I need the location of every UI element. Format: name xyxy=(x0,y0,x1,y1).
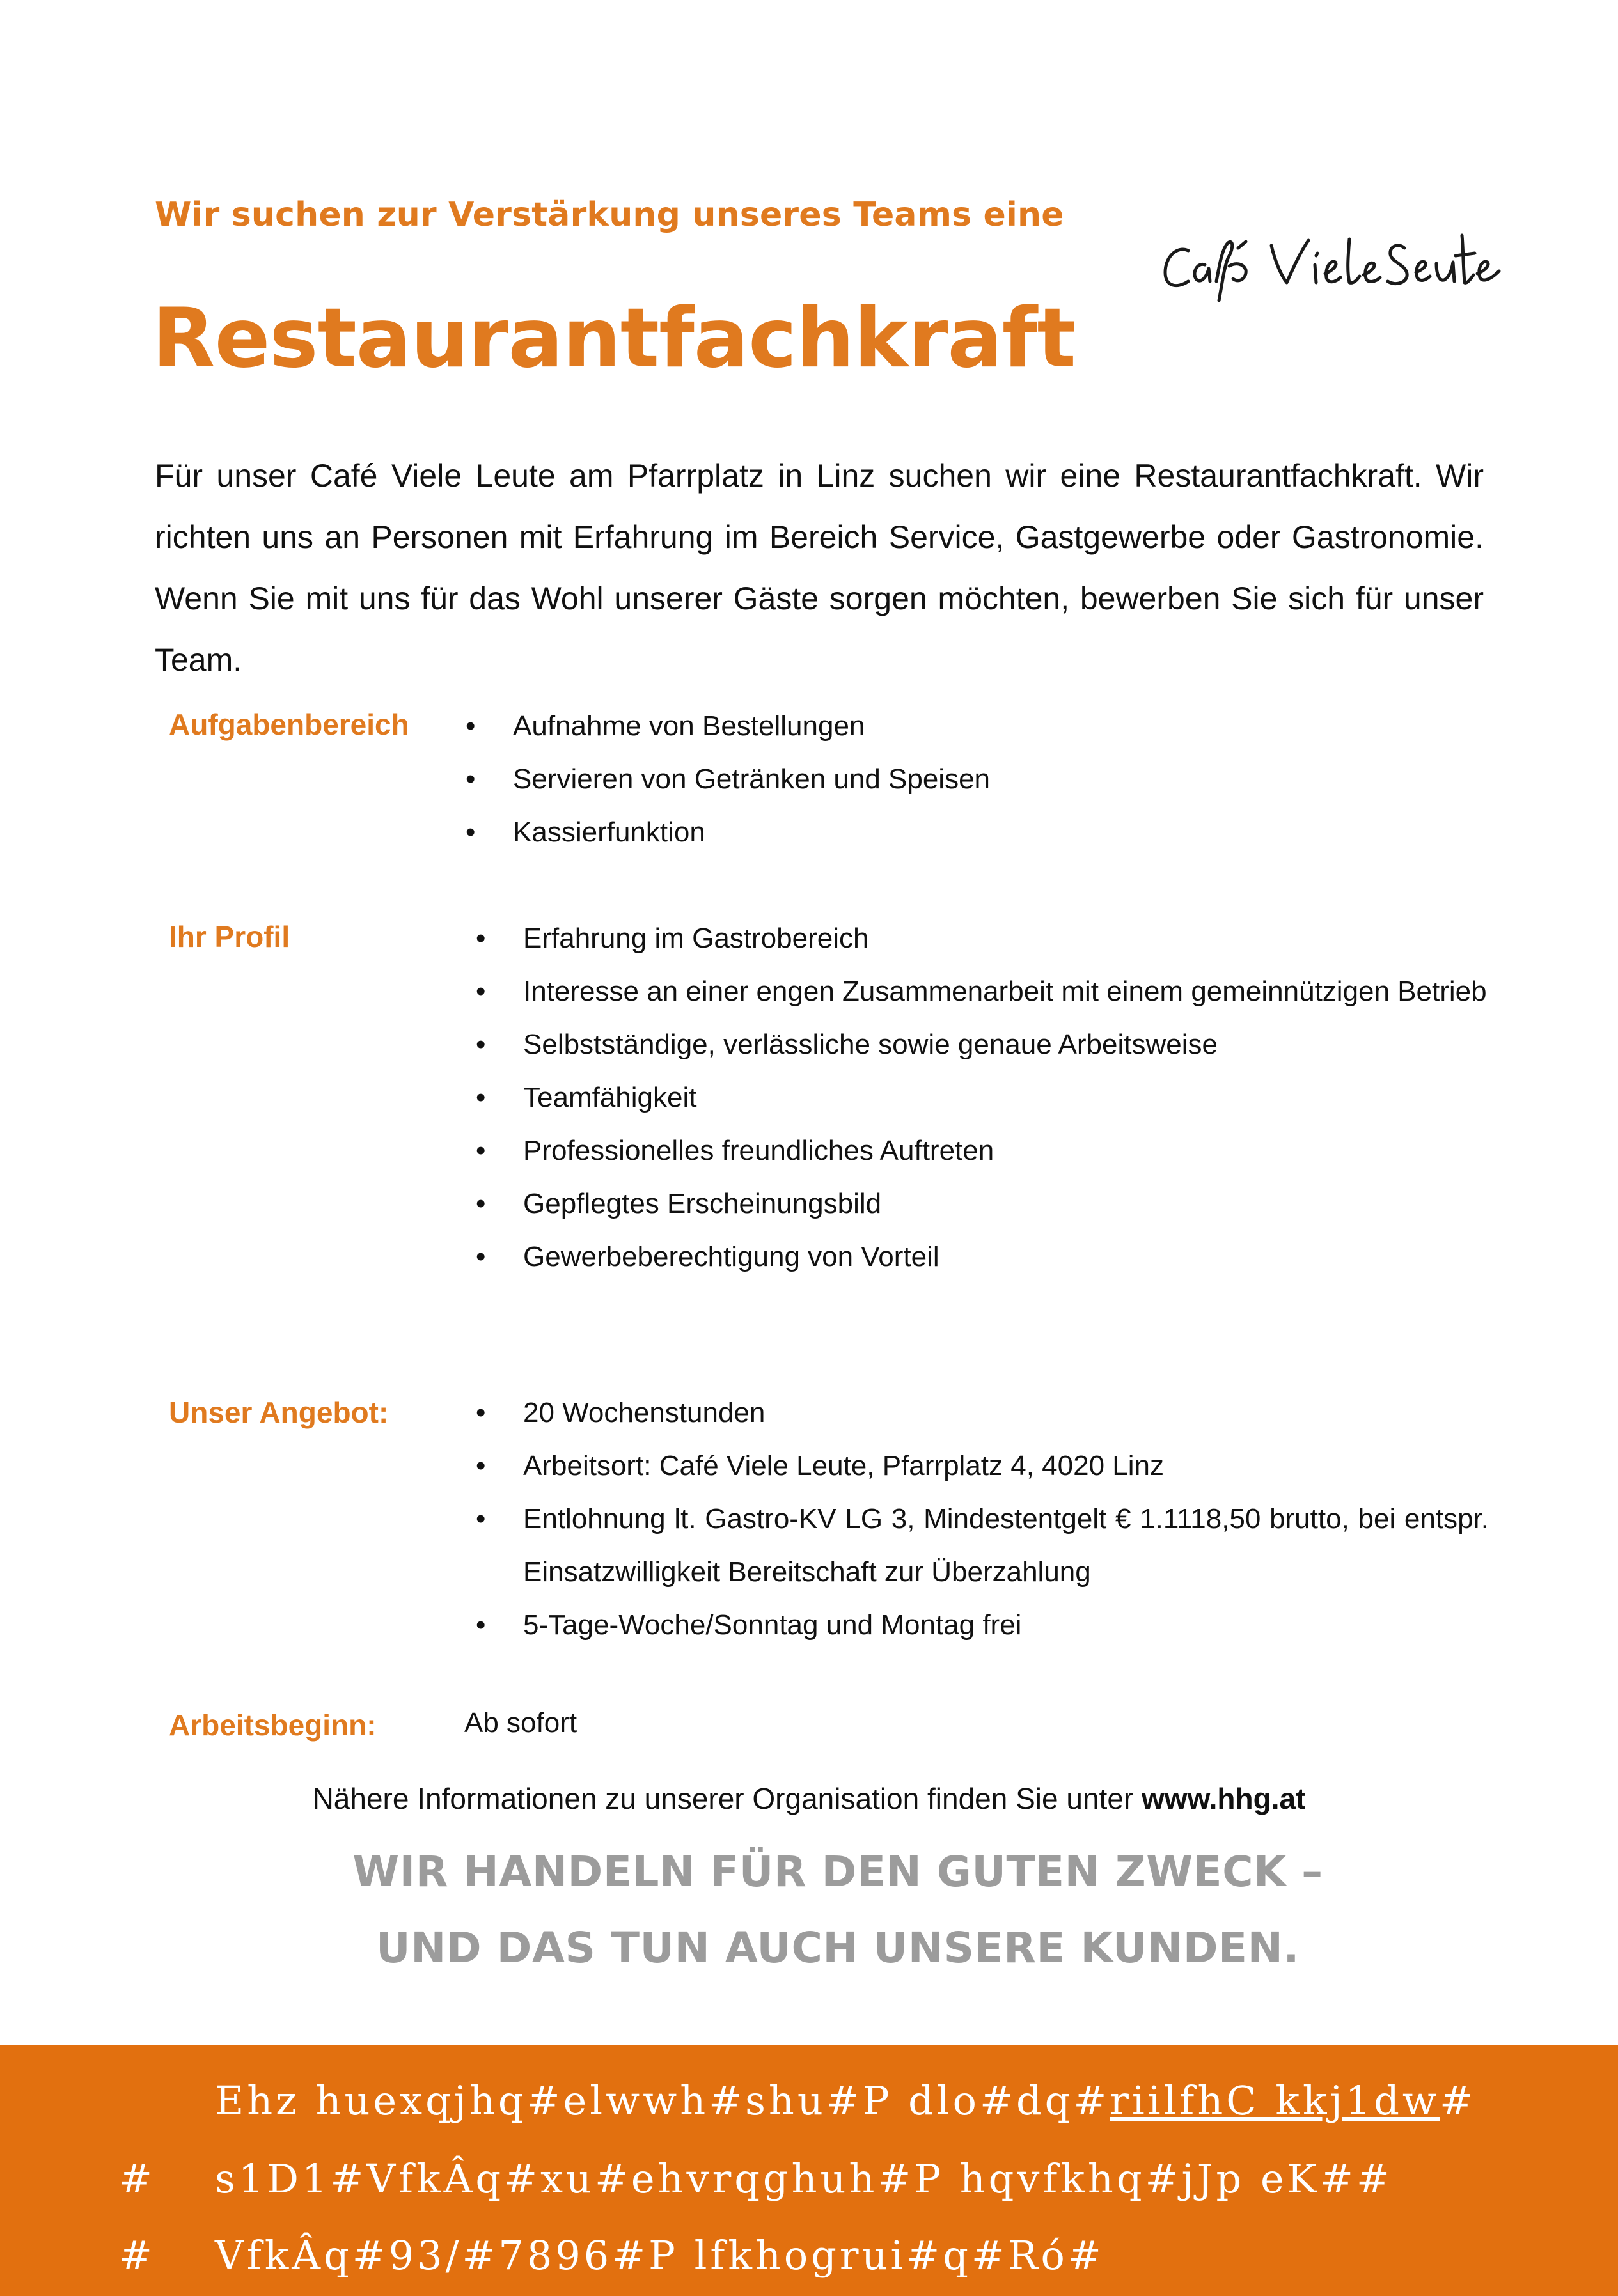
list-item: • Teamfähigkeit xyxy=(472,1071,1495,1124)
list-item: • Kassierfunktion xyxy=(462,806,1485,859)
profile-list xyxy=(472,912,1495,1283)
bullet-icon: • xyxy=(476,1082,486,1113)
list-item: • Aufnahme von Bestellungen xyxy=(462,699,1485,753)
bullet-icon: • xyxy=(476,1609,486,1641)
offer-list xyxy=(472,1386,1489,1652)
list-item: • Gewerbeberechtigung von Vorteil xyxy=(472,1230,1495,1283)
list-item: • Selbstständige, verlässliche sowie genaue Arbeitsweise xyxy=(472,1018,1495,1071)
list-item: • Arbeitsort: Café Viele Leute, Pfarrplatz 4, 4020 Linz xyxy=(472,1439,1489,1492)
bullet-icon: • xyxy=(476,1029,486,1060)
cafe-logo-signature xyxy=(1158,217,1516,307)
bullet-icon: • xyxy=(476,1188,486,1219)
tasks-list xyxy=(462,699,1485,859)
list-item: • 5-Tage-Woche/Sonntag und Montag frei xyxy=(472,1598,1489,1652)
footer-email-link[interactable]: riilfhC kkj1dw xyxy=(1110,2077,1440,2124)
intro-heading: Wir suchen zur Verstärkung unseres Teams eine xyxy=(155,196,1064,234)
bullet-icon: • xyxy=(476,1241,486,1272)
slogan-line-2: UND DAS TUN AUCH UNSERE KUNDEN. xyxy=(376,1923,1300,1972)
bullet-icon: • xyxy=(476,976,486,1007)
bullet-icon: • xyxy=(476,1397,486,1428)
list-item: • Interesse an einer engen Zusammenarbeit mit einem gemeinnützigen Betrieb xyxy=(472,965,1495,1018)
footer-line-1 xyxy=(215,2077,1476,2124)
offer-label: Unser Angebot: xyxy=(169,1396,389,1429)
bullet-icon: • xyxy=(476,923,486,954)
footer-line-3-marker: # xyxy=(119,2232,155,2279)
intro-paragraph: Für unser Café Viele Leute am Pfarrplatz in Linz suchen wir eine Restaurantfachkraft. Wir richten uns an Personen mit Erfahrung im Bereich Service, Gastgewerbe oder Gastronomie. Wenn Sie mit uns für das Wohl unserer Gäste sorgen möchten, bewerben Sie sich für unser Team. xyxy=(155,458,1484,678)
footer-bar xyxy=(0,2045,1618,2296)
list-item: • Servieren von Getränken und Speisen xyxy=(462,753,1485,806)
start-value: Ab sofort xyxy=(464,1707,577,1738)
website-link[interactable]: www.hhg.at xyxy=(1142,1782,1306,1815)
bullet-icon: • xyxy=(476,1450,486,1481)
start-label: Arbeitsbeginn: xyxy=(169,1708,377,1742)
bullet-icon: • xyxy=(476,1503,486,1535)
footer-line-3: VfkÂq#93/#7896#P lfkhogrui#q#Ró# xyxy=(215,2232,1104,2279)
footer-line-1-end: # xyxy=(1440,2077,1476,2124)
bullet-icon: • xyxy=(466,816,476,848)
list-item: • Gepflegtes Erscheinungsbild xyxy=(472,1177,1495,1230)
info-text: Nähere Informationen zu unserer Organisation finden Sie unter xyxy=(312,1782,1142,1815)
cafe-logo xyxy=(1158,217,1516,307)
job-title: Restaurantfachkraft xyxy=(152,291,1076,386)
bullet-icon: • xyxy=(466,763,476,795)
list-item: • Professionelles freundliches Auftreten xyxy=(472,1124,1495,1177)
tasks-label: Aufgabenbereich xyxy=(169,708,409,741)
list-item: • Erfahrung im Gastrobereich xyxy=(472,912,1495,965)
list-item: • 20 Wochenstunden xyxy=(472,1386,1489,1439)
list-item: • Entlohnung lt. Gastro-KV LG 3, Mindestentgelt € 1.1118,50 brutto, bei entspr. Einsatzwilligkeit Bereitschaft zur Überzahlung xyxy=(472,1492,1489,1598)
bullet-icon: • xyxy=(476,1135,486,1166)
footer-line-1-text: Ehz huexqjhq#elwwh#shu#P dlo#dq# xyxy=(215,2077,1110,2124)
footer-line-2-marker: # xyxy=(119,2155,155,2202)
slogan-line-1: WIR HANDELN FÜR DEN GUTEN ZWECK – xyxy=(352,1847,1323,1896)
profile-label: Ihr Profil xyxy=(169,920,290,953)
footer-line-2: s1D1#VfkÂq#xu#ehvrqghuh#P hqvfkhq#jJp eK## xyxy=(215,2155,1393,2202)
info-line xyxy=(0,1781,1618,1816)
bullet-icon: • xyxy=(466,710,476,742)
